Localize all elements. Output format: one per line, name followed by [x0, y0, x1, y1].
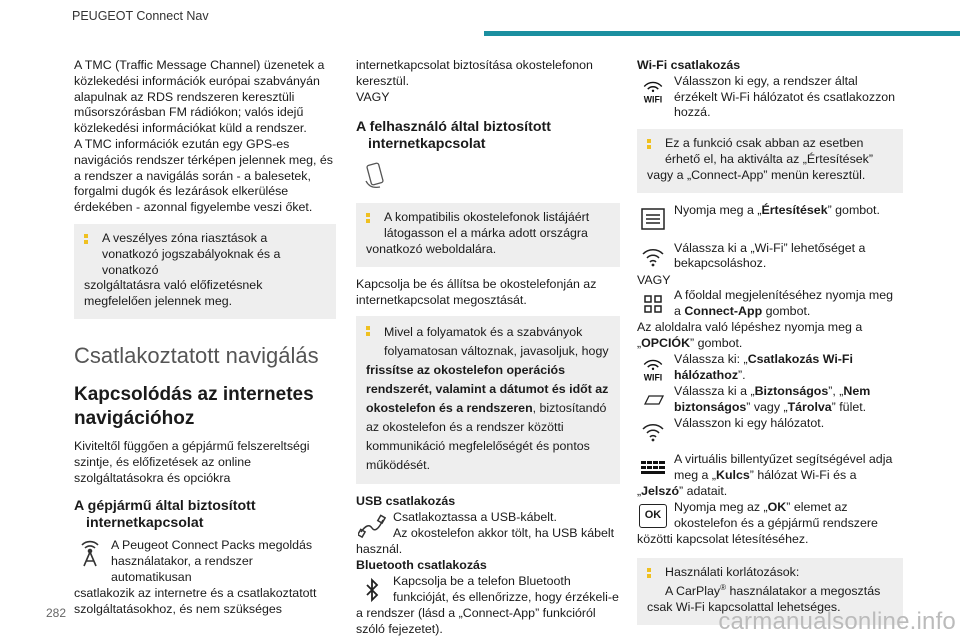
text: ” hálózat Wi-Fi és a — [749, 467, 857, 482]
icon-row — [637, 416, 903, 448]
bold-text: Csatlakozás Wi-Fi hálózathoz — [674, 351, 853, 382]
icon-row — [637, 384, 903, 416]
icon-row — [637, 74, 903, 121]
text: Válassza ki a „ — [674, 383, 755, 398]
note-marker-icon — [366, 326, 370, 338]
wifi-label: Wi-Fi csatlakozás — [637, 58, 741, 72]
note-text: vagy a „Connect-App” menün keresztül. — [647, 167, 866, 182]
text: A főoldal megjelenítéséhez nyomja meg a — [674, 288, 894, 319]
note-text: A kompatibilis okostelefonok listájáért látogasson el a márka adott országra — [384, 210, 590, 241]
icon-row — [637, 500, 903, 532]
usb-label: USB csatlakozás — [356, 494, 456, 509]
row-text — [637, 452, 903, 484]
wifi-logo-icon — [637, 74, 669, 106]
note-text: Használati korlátozások: — [665, 564, 800, 579]
paragraph: közötti kapcsolat létesítéséhez. — [637, 531, 809, 546]
paragraph: Kiviteltől függően a gépjármű felszereltségi szintje, és előfizetések az online szolgáltatásokra és opciókra — [74, 438, 310, 485]
column-3 — [637, 58, 903, 635]
icon-row — [637, 203, 903, 239]
note-text: csak Wi-Fi kapcsolattal lehetséges. — [647, 600, 841, 615]
paragraph: a rendszer (lásd a „Connect-App” funkcióról szóló fejezetet). — [356, 605, 596, 636]
ok-icon-text: OK — [639, 504, 667, 528]
vagy-label: VAGY — [637, 272, 671, 287]
subsection-heading: A felhasználó által biztosított internetkapcsolat — [356, 119, 551, 153]
row-text — [637, 288, 903, 320]
section-heading: Kapcsolódás az internetes navigációhoz — [74, 383, 314, 429]
paragraph: internetkapcsolat biztosítása okostelefonon keresztül. — [356, 58, 593, 88]
note-marker-icon — [647, 568, 651, 580]
row-text: Válassza ki a „Wi-Fi” lehetőséget a bekapcsoláshoz. — [674, 240, 866, 271]
paragraph: Kapcsolja be és állítsa be okostelefonján az internetkapcsolat megosztását. — [356, 276, 597, 307]
text: ” gombot. — [827, 202, 880, 217]
paragraph — [637, 484, 903, 500]
vagy-label: VAGY — [356, 89, 390, 104]
connect-app-grid-icon — [637, 288, 669, 320]
row-text — [637, 203, 903, 219]
svg-text:WIFI: WIFI — [643, 372, 663, 382]
icon-row — [637, 352, 903, 384]
paragraph: csatlakozik az internetre és a csatlakoztatott szolgáltatásokhoz, és nem szükséges — [74, 585, 317, 616]
column-1 — [74, 58, 336, 617]
text: Nyomja meg a „ — [674, 202, 762, 217]
note-text — [366, 361, 610, 475]
note-text: szolgáltatásra való előfizetésnek megfelelően jelennek meg. — [84, 278, 263, 309]
text: Nyomja meg az „ — [674, 499, 768, 514]
text: „ — [637, 483, 642, 498]
row-text — [637, 500, 903, 532]
bold-text: Tárolva — [787, 399, 832, 414]
note-marker-icon — [647, 139, 651, 151]
note-box — [637, 129, 903, 192]
text: gombot. — [762, 304, 811, 319]
bold-text: Biztonságos — [754, 383, 829, 398]
note-box — [74, 224, 336, 319]
text: ”, „ — [828, 383, 844, 398]
tab-icon — [637, 384, 669, 416]
row-text: Válasszon ki egy hálózatot. — [674, 415, 825, 430]
notifications-list-icon — [637, 203, 669, 235]
icon-row — [74, 538, 336, 585]
note-box — [356, 203, 620, 266]
column-2 — [356, 58, 620, 637]
text: A CarPlay — [665, 584, 721, 599]
row-text — [637, 384, 903, 416]
text: ” vagy „ — [746, 399, 788, 414]
text: Az aloldalra való lépéshez nyomja meg a „ — [637, 320, 863, 351]
icon-row — [637, 241, 903, 273]
paragraph: A TMC (Traffic Message Channel) üzenetek a közlekedési információk európai szabványán alapulnak az RDS rendszeren keresztüli műsorszórásban FM rádiókon; valós idejű közlekedési információkat küld a rendszer. — [74, 58, 325, 136]
row-text — [637, 352, 903, 384]
bold-text: OK — [767, 499, 787, 514]
note-text — [647, 580, 893, 600]
header-title: PEUGEOT Connect Nav — [72, 9, 209, 23]
icon-row — [637, 452, 903, 484]
bluetooth-label: Bluetooth csatlakozás — [356, 557, 487, 572]
note-text: Ez a funkció csak abban az esetben érhető el, ha aktiválta az „Értesítések” — [665, 136, 873, 166]
note-marker-icon — [366, 213, 370, 225]
note-text: vonatkozó weboldalára. — [366, 241, 497, 256]
chapter-heading: Csatlakoztatott navigálás — [74, 342, 319, 368]
bold-text: Nem biztonságos — [674, 383, 871, 414]
paragraph — [637, 320, 903, 352]
note-text: Mivel a folyamatok és a szabványok folyamatosan változnak, javasoljuk, hogy — [384, 325, 609, 359]
page-number: 282 — [46, 606, 67, 620]
watermark: carmanualsonline.info — [718, 608, 956, 635]
bold-text: Kulcs — [716, 467, 750, 482]
bold-text: OPCIÓK — [641, 336, 691, 351]
wifi-logo-icon — [637, 352, 669, 384]
usb-cable-icon — [356, 510, 388, 542]
text: ” elemet az okostelefon és a gépjármű rendszere — [674, 499, 878, 530]
paragraph: használ. — [356, 542, 403, 557]
paragraph: A TMC információk ezután egy GPS-es navigációs rendszer térképen jelennek meg, és a rendszer a navigálás során - a balesetek, forgalmi dugók és lezárások elkerülése érdekében - azonnal figyelembe veszi őket. — [74, 136, 333, 215]
smartphone-icon-wrap — [356, 159, 620, 195]
wifi-icon — [637, 241, 669, 273]
icon-row — [356, 510, 620, 542]
text: Válassza ki: „ — [674, 351, 748, 366]
row-text: Az okostelefon akkor tölt, ha USB kábelt — [393, 525, 615, 540]
bluetooth-icon — [356, 574, 388, 606]
bold-text: Értesítések — [761, 202, 828, 217]
keyboard-icon — [637, 452, 669, 484]
row-text: A Peugeot Connect Packs megoldás használatakor, a rendszer automatikusan — [111, 538, 313, 584]
text: A virtuális billentyűzet segítségével adja meg a „ — [674, 451, 893, 482]
text: ”. — [738, 367, 746, 382]
icon-row — [637, 288, 903, 320]
note-bold: frissítse az okostelefon operációs rendszerét, valamint a dátumot és időt az okostelefon és a rendszeren — [366, 363, 609, 416]
note-text: A veszélyes zóna riasztások a vonatkozó jogszabályoknak és a vonatkozó — [102, 230, 281, 277]
registered-mark: ® — [720, 583, 726, 593]
smartphone-icon — [360, 161, 390, 196]
bold-text: Jelszó — [641, 483, 680, 498]
ok-icon — [637, 500, 669, 532]
bold-text: Connect-App — [684, 304, 763, 319]
note-text: , biztosítandó az okostelefon és a rendszer közötti kommunikáció megfelelőségét és pontos működését. — [366, 401, 607, 473]
antenna-icon — [74, 538, 106, 570]
note-marker-icon — [84, 234, 88, 246]
text: ” adatait. — [679, 483, 728, 498]
text: ” fület. — [831, 399, 867, 414]
note-box — [356, 316, 620, 484]
icon-row — [356, 574, 620, 606]
row-text: Csatlakoztassa a USB-kábelt. — [393, 510, 557, 525]
row-text: Kapcsolja be a telefon Bluetooth funkcióját, és ellenőrizze, hogy érzékeli-e — [393, 573, 619, 604]
row-text: Válasszon ki egy, a rendszer által érzékelt Wi-Fi hálózatot és csatlakozzon hozzá. — [674, 73, 896, 120]
header-accent-bar — [484, 31, 960, 36]
svg-text:WIFI: WIFI — [643, 94, 663, 104]
subsection-heading: A gépjármű által biztosított internetkapcsolat — [74, 498, 256, 532]
text: használatakor a megosztás — [726, 584, 881, 599]
text: ” gombot. — [690, 336, 743, 351]
wifi-icon — [637, 416, 669, 448]
